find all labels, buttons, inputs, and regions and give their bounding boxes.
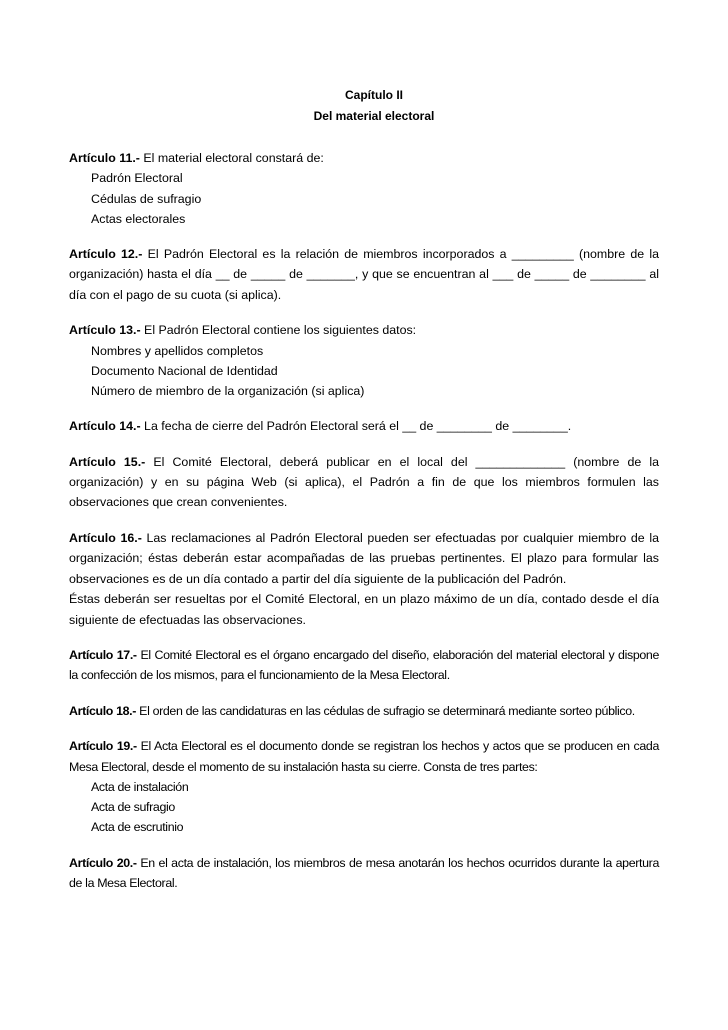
article-text: El Acta Electoral es el documento donde se registran los hechos y actos que se producen en cada Mesa Electoral, desde el momento de su instalación hasta su cierre. Consta de tres partes: [69,739,659,774]
article-text: El Padrón Electoral es la relación de miembros incorporados a _________ (nombre de la organización) hasta el día __ de _____ de _______, y que se encuentran al ___ de _____ de ________ al día con el pago de su cuota (si aplica). [69,247,660,302]
article-label: Artículo 15.- [69,454,146,469]
list-item: Acta de sufragio [91,800,175,815]
article-text: En el acta de instalación, los miembros de mesa anotarán los hechos ocurridos durante la apertura de la Mesa Electoral. [69,855,659,890]
list-item: Documento Nacional de Identidad [91,363,278,378]
list-item: Acta de escrutinio [91,820,184,835]
article-14 [69,416,659,436]
article-label: Artículo 17.- [69,647,137,662]
article-text: El material electoral constará de: [139,151,324,165]
article-text-continued: Éstas deberán ser resueltas por el Comité Electoral, en un plazo máximo de un día, contado desde el día siguiente de efectuadas las observaciones. [69,592,659,627]
article-label: Artículo 14.- [69,419,141,434]
document-body [69,148,659,908]
article-label: Artículo 19.- [69,739,137,754]
article-13 [69,320,659,401]
article-text: La fecha de cierre del Padrón Electoral será el __ de ________ de ________. [140,419,572,434]
article-17 [69,645,659,686]
chapter-title: Capítulo II [345,88,403,102]
article-text: El Comité Electoral, deberá publicar en el local del _____________ (nombre de la organización) y en su página Web (si aplica), el Padrón a fin de que los miembros formulen las observaciones que crean convenientes. [69,454,660,510]
article-text: El Padrón Electoral contiene los siguientes datos: [140,323,417,338]
list-item: Actas electorales [91,211,186,226]
list-item: Acta de instalación [91,779,189,794]
article-11 [69,148,659,229]
article-12 [69,244,659,305]
article-label: Artículo 13.- [69,323,141,338]
list-item: Cédulas de sufragio [91,191,202,206]
list-item: Padrón Electoral [91,171,183,186]
article-15 [69,452,659,513]
article-text: El Comité Electoral es el órgano encargado del diseño, elaboración del material electoral y dispone la confección de los mismos, para el funcionamiento de la Mesa Electoral. [69,647,659,683]
article-19 [69,736,659,837]
article-label: Artículo 18.- [69,703,137,718]
article-label: Artículo 12.- [69,247,143,262]
chapter-subtitle: Del material electoral [313,109,435,123]
article-label: Artículo 20.- [69,855,137,870]
article-text: Las reclamaciones al Padrón Electoral pueden ser efectuadas por cualquier miembro de la organización; éstas deberán estar acompañadas de las pruebas pertinentes. El plazo para formular las observaciones es de un día contado a partir del día siguiente de la publicación del Padrón. [69,530,660,586]
list-item: Número de miembro de la organización (si aplica) [91,384,365,399]
article-20 [69,853,659,894]
article-label: Artículo 16.- [69,530,142,545]
article-label: Artículo 11.- [69,151,140,165]
article-16 [69,528,659,630]
article-text: El orden de las candidaturas en las cédulas de sufragio se determinará mediante sorteo público. [136,703,635,718]
list-item: Nombres y apellidos completos [91,343,264,358]
article-18 [69,701,659,721]
